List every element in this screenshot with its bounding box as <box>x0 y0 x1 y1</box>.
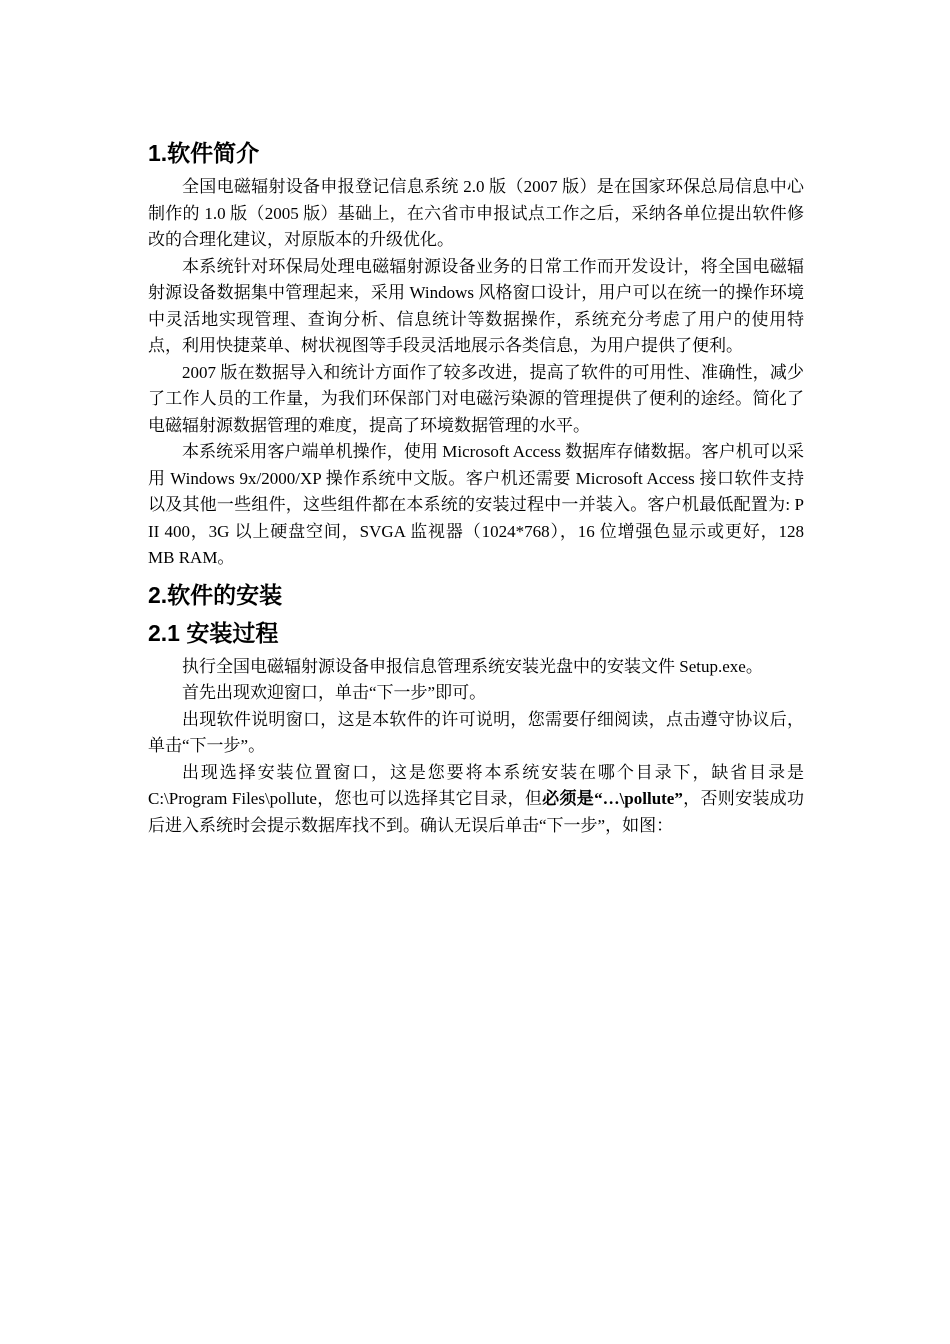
paragraph: 出现软件说明窗口，这是本软件的许可说明，您需要仔细阅读，点击遵守协议后，单击“下一步”。 <box>148 709 804 755</box>
paragraph: 全国电磁辐射设备申报登记信息系统 2.0 版（2007 版）是在国家环保总局信息中心制作的 1.0 版（2005 版）基础上，在六省市申报试点工作之后，采纳各单位提出软件修改的合理化建议，对原版本的升级优化。 <box>148 177 804 249</box>
text-run: 出现选择安装位置窗口，这是您要将本系统安装在哪个目录下，缺省目录是 C:\Program Files\pollute，您也可以选择其它目录，但 <box>148 762 804 808</box>
paragraph: 本系统采用客户端单机操作，使用 Microsoft Access 数据库存储数据。客户机可以采用 Windows 9x/2000/XP 操作系统中文版。客户机还需要 Microsoft Access 接口软件支持以及其他一些组件，这些组件都在本系统的安装过程中一并装入。客户机最低配置为: P II 400，3G 以上硬盘空间，SVGA 监视器（1024*768），16 位增强色显示或更好，128 MB RAM。 <box>148 442 804 567</box>
paragraph: 首先出现欢迎窗口，单击“下一步”即可。 <box>182 683 487 702</box>
bold-emphasis: 必须是“…\pollute” <box>542 789 683 808</box>
section-heading-intro: 1.软件简介 <box>148 140 260 166</box>
paragraph: 执行全国电磁辐射源设备申报信息管理系统安装光盘中的安装文件 Setup.exe。 <box>182 656 763 676</box>
text-run: ，否则安装成功后进入系统时会提示数据库找不到。确认无误后单击“下一步”，如图： <box>148 789 804 835</box>
paragraph: 2007 版在数据导入和统计方面作了较多改进，提高了软件的可用性、准确性，减少了工作人员的工作量，为我们环保部门对电磁污染源的管理提供了便利的途经。简化了电磁辐射源数据管理的难度，提高了环境数据管理的水平。 <box>148 362 804 435</box>
section-heading-install: 2.软件的安装 <box>148 581 283 608</box>
paragraph: 本系统针对环保局处理电磁辐射源设备业务的日常工作而开发设计，将全国电磁辐射源设备数据集中管理起来，采用 Windows 风格窗口设计，用户可以在统一的操作环境中灵活地实现管理、查询分析、信息统计等数据操作，系统充分考虑了用户的使用特点，利用快捷菜单、树状视图等手段灵活地展示各类信息，为用户提供了便利。 <box>148 256 804 355</box>
document-page <box>148 130 804 839</box>
subsection-heading-install-process: 2.1 安装过程 <box>148 619 279 646</box>
paragraph <box>148 760 804 840</box>
